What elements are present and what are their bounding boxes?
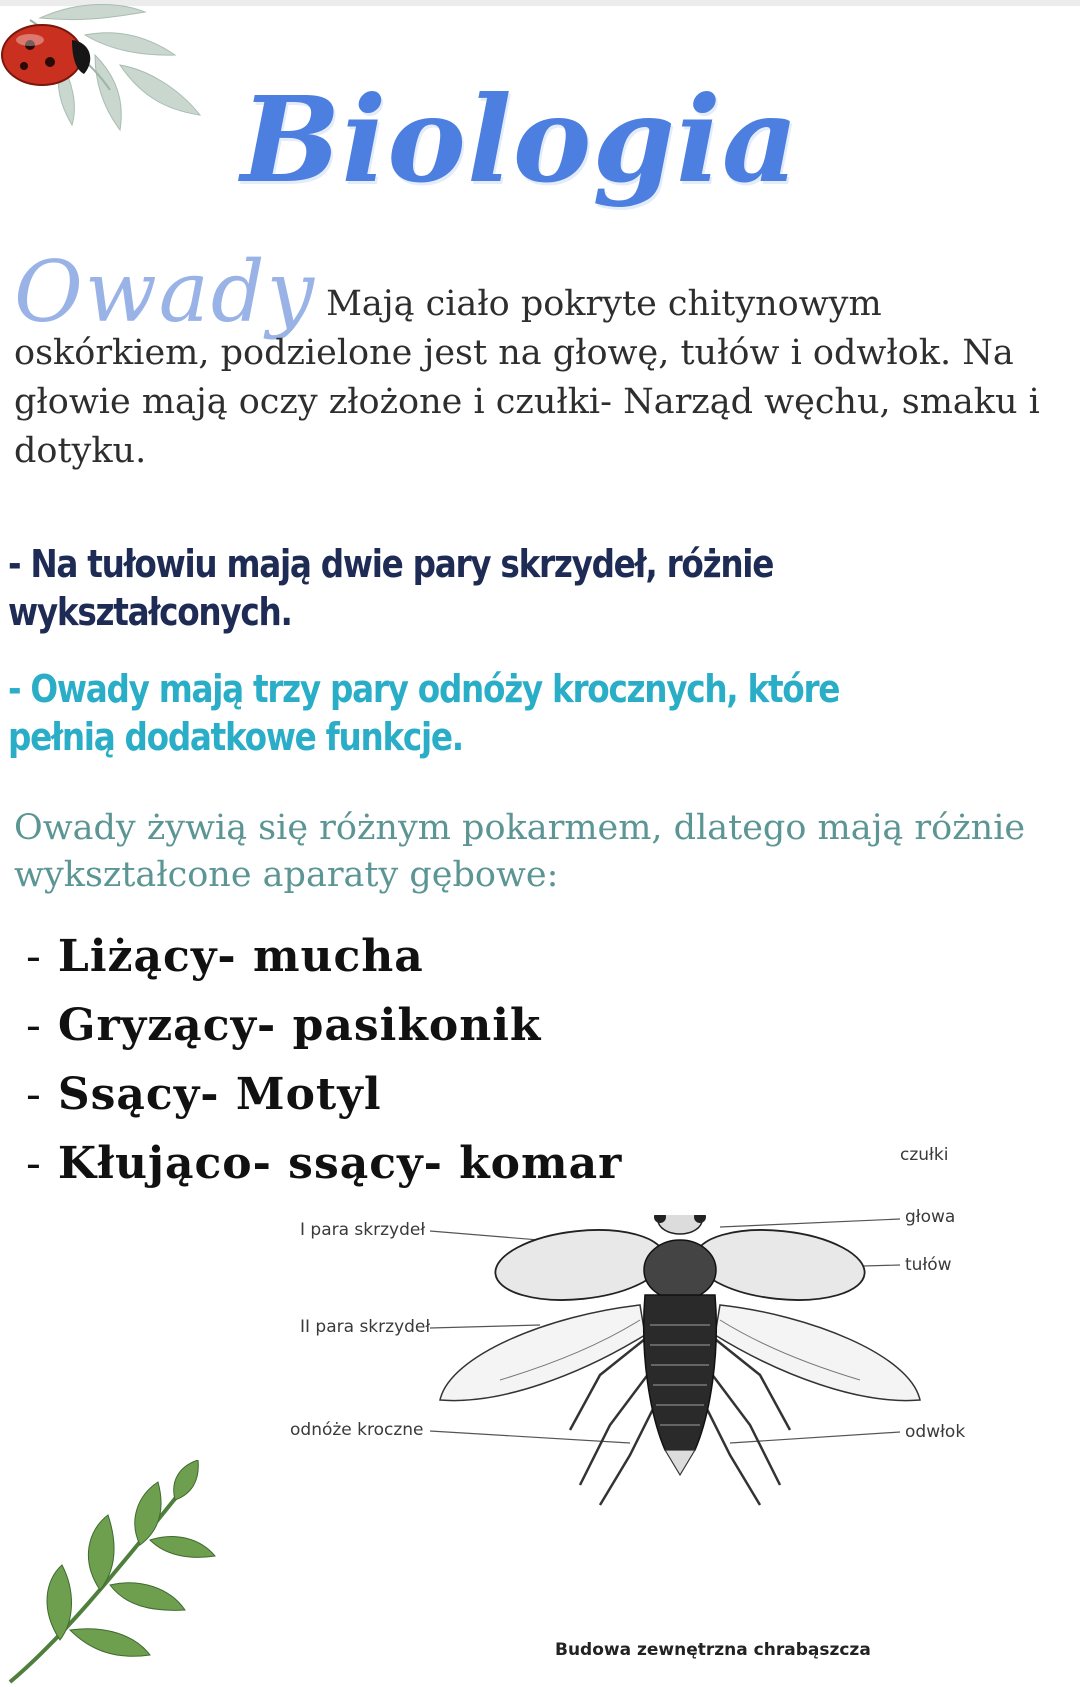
intro-paragraph — [14, 243, 1054, 476]
list-dash: - — [26, 931, 42, 982]
label-antennae: czułki — [900, 1145, 949, 1165]
label-thorax: tułów — [905, 1255, 952, 1275]
list-item-text: Gryzący- pasikonik — [57, 1000, 542, 1051]
list-dash: - — [26, 1000, 42, 1051]
label-abdomen: odwłok — [905, 1422, 966, 1442]
list-dash: - — [26, 1069, 42, 1120]
wings-note: - Na tułowiu mają dwie pary skrzydeł, różnie wykształconych. — [8, 542, 774, 634]
page-title: Biologia — [240, 70, 800, 209]
label-wings-pair-2: II para skrzydeł — [300, 1317, 431, 1337]
list-item — [26, 1060, 926, 1129]
list-item — [26, 991, 926, 1060]
list-item — [26, 1129, 926, 1198]
list-dash: - — [26, 1138, 42, 1189]
label-wings-pair-1: I para skrzydeł — [300, 1220, 426, 1240]
list-item-text: Ssący- Motyl — [57, 1069, 382, 1120]
leaf-branch-icon — [0, 1460, 240, 1687]
diagram-caption: Budowa zewnętrzna chrabąszcza — [555, 1640, 871, 1660]
food-paragraph: Owady żywią się różnym pokarmem, dlatego mają różnie wykształcone aparaty gębowe: — [14, 808, 1026, 895]
list-item-text: Kłująco- ssący- komar — [57, 1138, 623, 1189]
list-item — [26, 922, 926, 991]
list-item-text: Liżący- mucha — [57, 931, 424, 982]
label-leg: odnóże kroczne — [290, 1420, 424, 1440]
legs-note: - Owady mają trzy pary odnóży krocznych, które pełnią dodatkowe funkcje. — [8, 667, 840, 759]
label-head: głowa — [905, 1207, 956, 1227]
mouthparts-list — [26, 922, 926, 1198]
lead-word: Owady — [14, 243, 317, 341]
intro-text: Mają ciało pokryte chitynowym oskórkiem, podzielone jest na głowę, tułów i odwłok. Na głowie mają oczy złożone i czułki- Narząd węchu, smaku i dotyku. — [14, 284, 1040, 471]
